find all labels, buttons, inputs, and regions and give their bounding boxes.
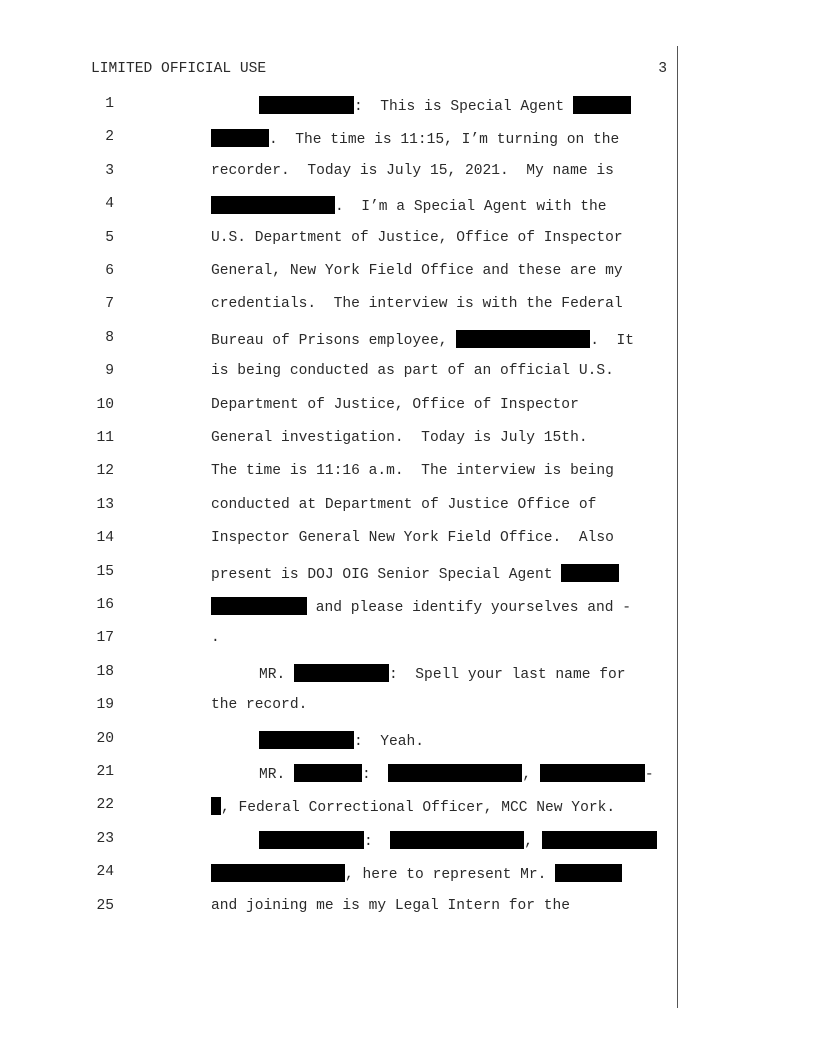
transcript-line: [211, 497, 596, 515]
transcript-line: [211, 296, 623, 314]
line-text: Bureau of Prisons employee,: [211, 333, 457, 349]
line-text: , here to represent Mr.: [345, 867, 556, 883]
line-number: 14: [96, 530, 114, 546]
line-text: General, New York Field Office and these are my: [211, 263, 623, 279]
line-text: : Yeah.: [354, 734, 425, 750]
line-text: and please identify yourselves and -: [307, 600, 632, 616]
line-number: 11: [96, 430, 114, 446]
redaction-block: [259, 831, 364, 849]
transcript-line: [211, 430, 588, 448]
redaction-block: [211, 797, 221, 815]
line-number: 6: [105, 263, 114, 279]
line-text: . I’m a Special Agent with the: [335, 199, 607, 215]
line-text: The time is 11:16 a.m. The interview is being: [211, 463, 614, 479]
line-text: Department of Justice, Office of Inspector: [211, 397, 579, 413]
line-number: 15: [96, 564, 114, 580]
line-text: credentials. The interview is with the Federal: [211, 296, 623, 312]
line-number: 3: [105, 163, 114, 179]
line-text: . The time is 11:15, I’m turning on the: [269, 132, 620, 148]
transcript-line: [211, 463, 614, 481]
redaction-block: [211, 196, 335, 214]
transcript-line: [259, 731, 424, 749]
redaction-block: [259, 96, 354, 114]
transcript-line: [211, 163, 614, 181]
line-text: MR.: [259, 767, 295, 783]
line-text: :: [364, 834, 391, 850]
line-number: 24: [96, 864, 114, 880]
line-number: 20: [96, 731, 114, 747]
transcript-line: [211, 530, 614, 548]
redaction-block: [456, 330, 590, 348]
line-number: 22: [96, 797, 114, 813]
line-text: and joining me is my Legal Intern for the: [211, 898, 571, 914]
line-text: present is DOJ OIG Senior Special Agent: [211, 567, 562, 583]
redaction-block: [211, 864, 345, 882]
line-text: the record.: [211, 697, 308, 713]
line-text: is being conducted as part of an official U.S.: [211, 363, 614, 379]
line-number: 25: [96, 898, 114, 914]
line-number: 18: [96, 664, 114, 680]
line-number: 9: [105, 363, 114, 379]
redaction-block: [259, 731, 354, 749]
line-number: 2: [105, 129, 114, 145]
line-text: : This is Special Agent: [354, 99, 573, 115]
line-text: ,: [522, 767, 540, 783]
line-text: conducted at Department of Justice Office of: [211, 497, 597, 513]
transcript-line: [259, 764, 654, 782]
line-text: :: [362, 767, 389, 783]
transcript-line: [211, 697, 307, 715]
transcript-line: [211, 797, 615, 815]
transcript-line: [211, 564, 619, 582]
line-text: General investigation. Today is July 15th.: [211, 430, 588, 446]
transcript-line: [211, 898, 570, 916]
redaction-block: [211, 129, 269, 147]
redaction-block: [211, 597, 307, 615]
line-number: 21: [96, 764, 114, 780]
transcript-line: [259, 664, 626, 682]
redaction-block: [573, 96, 631, 114]
redaction-block: [388, 764, 522, 782]
line-text: recorder. Today is July 15, 2021. My name is: [211, 163, 614, 179]
redaction-block: [390, 831, 524, 849]
transcript-line: [211, 630, 220, 648]
transcript-line: [259, 831, 657, 849]
transcript-line: [211, 196, 607, 214]
line-text: : Spell your last name for: [389, 667, 626, 683]
transcript-line: [211, 363, 614, 381]
line-number: 4: [105, 196, 114, 212]
transcript-line: [211, 397, 579, 415]
redaction-block: [555, 864, 622, 882]
redaction-block: [294, 664, 389, 682]
line-text: , Federal Correctional Officer, MCC New York.: [221, 800, 616, 816]
line-text: U.S. Department of Justice, Office of Inspector: [211, 230, 623, 246]
line-number: 1: [105, 96, 114, 112]
line-text: Inspector General New York Field Office. Also: [211, 530, 614, 546]
transcript-line: [211, 263, 623, 281]
line-number: 5: [105, 230, 114, 246]
redaction-block: [542, 831, 657, 849]
line-number: 17: [96, 630, 114, 646]
right-margin-rule: [677, 46, 678, 1008]
line-number: 23: [96, 831, 114, 847]
line-text: MR.: [259, 667, 295, 683]
redaction-block: [294, 764, 362, 782]
line-number: 8: [105, 330, 114, 346]
line-number: 12: [96, 463, 114, 479]
transcript-line: [211, 129, 619, 147]
line-number: 7: [105, 296, 114, 312]
line-number: 10: [96, 397, 114, 413]
transcript-line: [211, 230, 623, 248]
line-text: . It: [590, 333, 635, 349]
line-text: -: [644, 767, 654, 783]
classification-header: LIMITED OFFICIAL USE: [91, 61, 267, 77]
redaction-block: [540, 764, 645, 782]
line-number: 13: [96, 497, 114, 513]
line-number: 19: [96, 697, 114, 713]
line-number: 16: [96, 597, 114, 613]
transcript-line: [211, 597, 631, 615]
transcript-line: [259, 96, 631, 114]
transcript-line: [211, 330, 634, 348]
line-text: ,: [524, 834, 542, 850]
transcript-line: [211, 864, 622, 882]
line-text: .: [211, 630, 220, 646]
page-number: 3: [658, 61, 667, 77]
redaction-block: [561, 564, 619, 582]
